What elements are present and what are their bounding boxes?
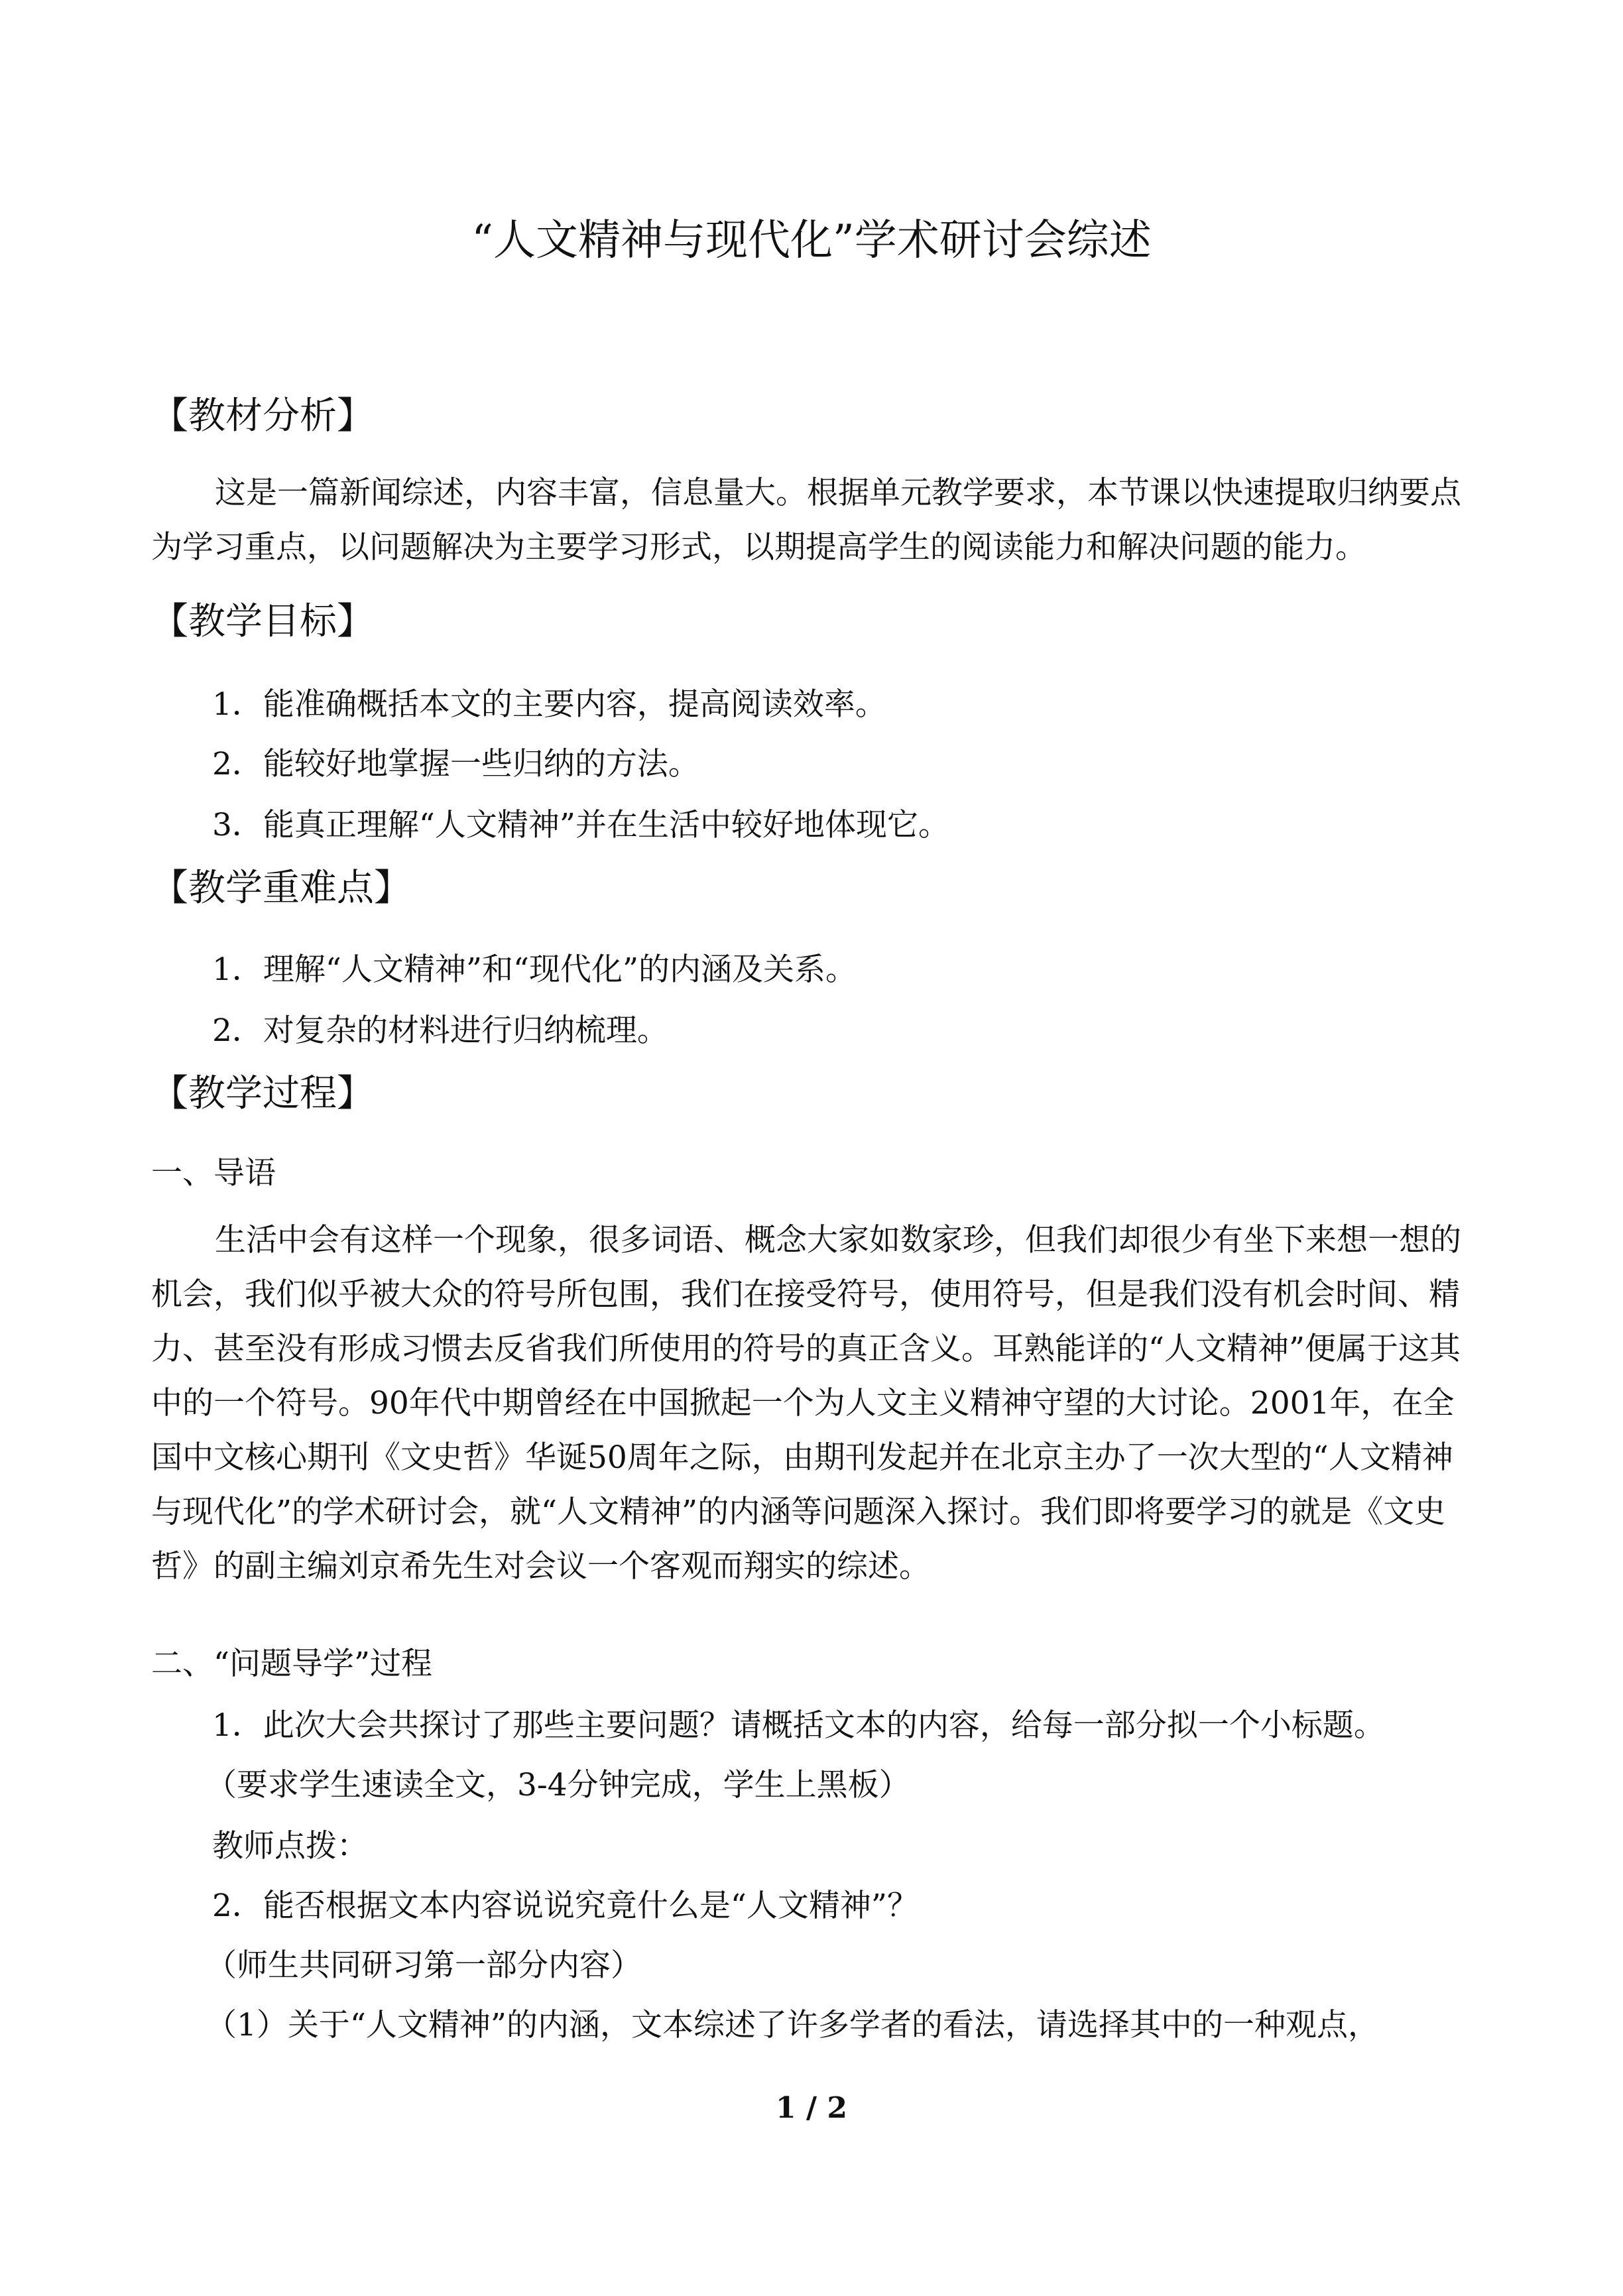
- key-point-item-2: 2．对复杂的材料进行归纳梳理。: [212, 1012, 668, 1049]
- question-2-note: （师生共同研习第一部分内容）: [206, 1947, 642, 1984]
- goal-item-2: 2．能较好地掌握一些归纳的方法。: [212, 746, 699, 782]
- question-2: 2．能否根据文本内容说说究竟什么是“人文精神”？: [212, 1888, 918, 1924]
- goal-item-1: 1．能准确概括本文的主要内容，提高阅读效率。: [212, 686, 886, 723]
- heading-process: 【教学过程】: [151, 1072, 374, 1115]
- analysis-paragraph: 这是一篇新闻综述，内容丰富，信息量大。根据单元教学要求，本节课以快速提取归纳要点为学习重点，以问题解决为主要学习形式，以期提高学生的阅读能力和解决问题的能力。: [151, 475, 1461, 566]
- question-1-note: （要求学生速读全文，3-4分钟完成，学生上黑板）: [206, 1767, 910, 1803]
- intro-title: 一、导语: [151, 1155, 276, 1191]
- question-2-sub-1: （1）关于“人文精神”的内涵，文本综述了许多学者的看法，请选择其中的一种观点，: [206, 2007, 1379, 2043]
- heading-analysis: 【教材分析】: [151, 394, 374, 438]
- intro-paragraph: 生活中会有这样一个现象，很多词语、概念大家如数家珍，但我们却很少有坐下来想一想的机会，我们似乎被大众的符号所包围，我们在接受符号，使用符号，但是我们没有机会时间、精力、甚至没有形成习惯去反省我们所使用的符号的真正含义。耳熟能详的“人文精神”便属于这其中的一个符号。90年代中期曾经在中国掀起一个为人文主义精神守望的大讨论。2001年，在全国中文核心期刊《文史哲》华诞50周年之际，由期刊发起并在北京主办了一次大型的“人文精神与现代化”的学术研讨会，就“人文精神”的内涵等问题深入探讨。我们即将要学习的就是《文史哲》的副主编刘京希先生对会议一个客观而翔实的综述。: [151, 1222, 1461, 1585]
- part2-title: 二、“问题导学”过程: [151, 1646, 433, 1682]
- document-title: “人文精神与现代化”学术研讨会综述: [471, 216, 1152, 265]
- teacher-guidance: 教师点拨：: [212, 1828, 368, 1864]
- heading-goals: 【教学目标】: [151, 600, 374, 643]
- page-number: 1 / 2: [776, 2091, 847, 2125]
- key-point-item-1: 1．理解“人文精神”和“现代化”的内涵及关系。: [212, 951, 857, 988]
- question-1: 1．此次大会共探讨了那些主要问题？请概括文本的内容，给每一部分拟一个小标题。: [212, 1707, 1385, 1744]
- goal-item-3: 3．能真正理解“人文精神”并在生活中较好地体现它。: [212, 807, 949, 843]
- heading-key-points: 【教学重难点】: [151, 867, 411, 910]
